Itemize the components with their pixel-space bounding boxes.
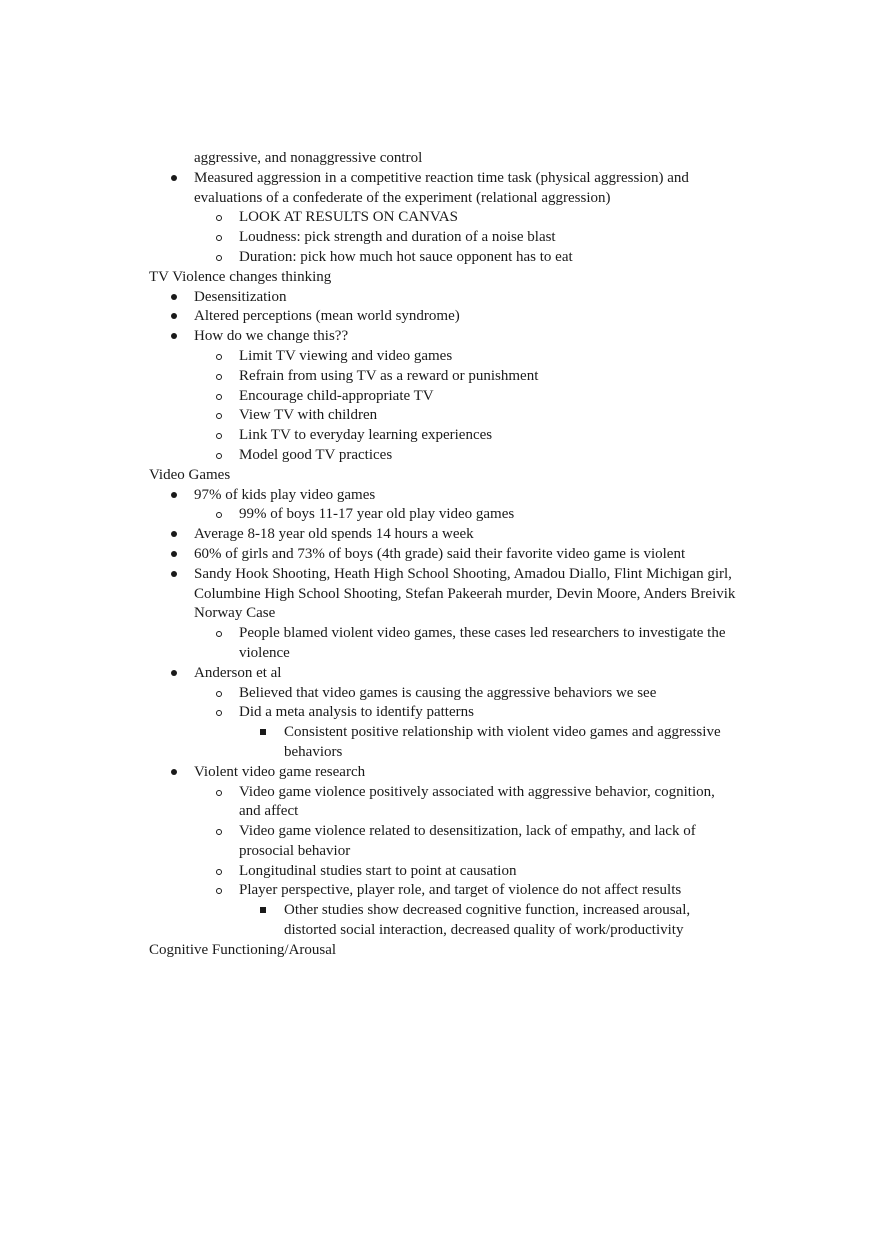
sub-bullet-item xyxy=(239,367,739,387)
continued-text-line xyxy=(194,149,739,169)
line-text: Limit TV viewing and video games xyxy=(239,347,453,364)
line-text: Video game violence positively associated with aggressive behavior, cognition, and affect xyxy=(239,783,715,820)
line-text: Cognitive Functioning/Arousal xyxy=(149,941,337,958)
sub-bullet-item xyxy=(239,347,739,367)
bullet-disc-icon xyxy=(171,525,177,545)
bullet-circle-icon xyxy=(216,228,222,248)
bullet-circle-icon xyxy=(216,862,222,882)
line-text: Refrain from using TV as a reward or punishment xyxy=(239,367,539,384)
bullet-circle-icon xyxy=(216,703,222,723)
line-text: Encourage child-appropriate TV xyxy=(239,387,434,404)
bullet-item xyxy=(194,664,739,684)
bullet-disc-icon xyxy=(171,545,177,565)
bullet-circle-icon xyxy=(216,347,222,367)
bullet-circle-icon xyxy=(216,208,222,228)
bullet-item xyxy=(194,307,739,327)
line-text: Loudness: pick strength and duration of a noise blast xyxy=(239,229,556,246)
bullet-item xyxy=(194,486,739,506)
bullet-circle-icon xyxy=(216,624,222,644)
sub-sub-bullet-item xyxy=(284,901,734,941)
line-text: Model good TV practices xyxy=(239,446,393,463)
bullet-disc-icon xyxy=(171,327,177,347)
line-text: Did a meta analysis to identify patterns xyxy=(239,704,474,721)
sub-bullet-item xyxy=(239,822,739,862)
sub-bullet-item xyxy=(239,387,739,407)
sub-bullet-item xyxy=(239,208,739,228)
bullet-circle-icon xyxy=(216,783,222,803)
bullet-circle-icon xyxy=(216,505,222,525)
bullet-circle-icon xyxy=(216,881,222,901)
line-text: Sandy Hook Shooting, Heath High School Shooting, Amadou Diallo, Flint Michigan girl, Columbine High School Shooting, Stefan Pakeerah murder, Devin Moore, Anders Breivik Norway Case xyxy=(194,565,736,622)
bullet-circle-icon xyxy=(216,367,222,387)
bullet-item xyxy=(194,565,739,624)
document-body xyxy=(0,149,880,961)
line-text: aggressive, and nonaggressive control xyxy=(194,150,423,166)
line-text: TV Violence changes thinking xyxy=(149,268,332,285)
line-text: Believed that video games is causing the aggressive behaviors we see xyxy=(239,684,657,701)
section-heading xyxy=(149,466,749,486)
sub-bullet-item xyxy=(239,426,739,446)
bullet-square-icon xyxy=(260,901,266,921)
bullet-item xyxy=(194,545,739,565)
bullet-square-icon xyxy=(260,723,266,743)
sub-bullet-item xyxy=(239,406,739,426)
sub-bullet-item xyxy=(239,248,739,268)
line-text: Video game violence related to desensitization, lack of empathy, and lack of prosocial behavior xyxy=(239,823,696,859)
bullet-circle-icon xyxy=(216,387,222,407)
bullet-circle-icon xyxy=(216,248,222,268)
line-text: 60% of girls and 73% of boys (4th grade) said their favorite video game is violent xyxy=(194,545,686,562)
line-text: How do we change this?? xyxy=(194,328,349,345)
sub-bullet-item xyxy=(239,624,739,664)
bullet-disc-icon xyxy=(171,307,177,327)
line-text: 97% of kids play video games xyxy=(194,486,376,503)
bullet-disc-icon xyxy=(171,664,177,684)
bullet-item xyxy=(194,288,739,308)
line-text: Consistent positive relationship with violent video games and aggressive behaviors xyxy=(284,724,721,760)
line-text: LOOK AT RESULTS ON CANVAS xyxy=(239,209,458,226)
sub-sub-bullet-item xyxy=(284,723,734,763)
bullet-disc-icon xyxy=(171,565,177,585)
bullet-circle-icon xyxy=(216,684,222,704)
bullet-circle-icon xyxy=(216,822,222,842)
bullet-item xyxy=(194,169,739,209)
line-text: Desensitization xyxy=(194,288,287,305)
line-text: Violent video game research xyxy=(194,763,366,780)
line-text: Altered perceptions (mean world syndrome) xyxy=(194,308,460,325)
bullet-item xyxy=(194,525,739,545)
line-text: Other studies show decreased cognitive function, increased arousal, distorted social interaction, decreased quality of work/productivity xyxy=(284,902,691,939)
line-text: Duration: pick how much hot sauce opponent has to eat xyxy=(239,248,573,265)
line-text: Longitudinal studies start to point at causation xyxy=(239,862,517,879)
bullet-item xyxy=(194,763,739,783)
sub-bullet-item xyxy=(239,446,739,466)
bullet-disc-icon xyxy=(171,763,177,783)
line-text: People blamed violent video games, these cases led researchers to investigate the violence xyxy=(239,625,726,661)
bullet-circle-icon xyxy=(216,426,222,446)
bullet-disc-icon xyxy=(171,486,177,506)
sub-bullet-item xyxy=(239,783,739,823)
line-text: Average 8-18 year old spends 14 hours a week xyxy=(194,526,474,543)
sub-bullet-item xyxy=(239,684,739,704)
line-text: Video Games xyxy=(149,466,231,483)
line-text: Measured aggression in a competitive reaction time task (physical aggression) and evaluations of a confederate of the experiment (relational aggression) xyxy=(194,169,689,206)
sub-bullet-item xyxy=(239,881,739,901)
bullet-disc-icon xyxy=(171,169,177,189)
line-text: View TV with children xyxy=(239,407,378,424)
sub-bullet-item xyxy=(239,228,739,248)
section-heading xyxy=(149,268,749,288)
line-text: Anderson et al xyxy=(194,664,282,681)
bullet-disc-icon xyxy=(171,288,177,308)
line-text: 99% of boys 11-17 year old play video games xyxy=(239,506,515,523)
section-heading xyxy=(149,941,749,961)
bullet-item xyxy=(194,327,739,347)
line-text: Player perspective, player role, and target of violence do not affect results xyxy=(239,882,682,899)
sub-bullet-item xyxy=(239,862,739,882)
bullet-circle-icon xyxy=(216,406,222,426)
bullet-circle-icon xyxy=(216,446,222,466)
sub-bullet-item xyxy=(239,703,739,723)
sub-bullet-item xyxy=(239,505,739,525)
line-text: Link TV to everyday learning experiences xyxy=(239,427,493,444)
